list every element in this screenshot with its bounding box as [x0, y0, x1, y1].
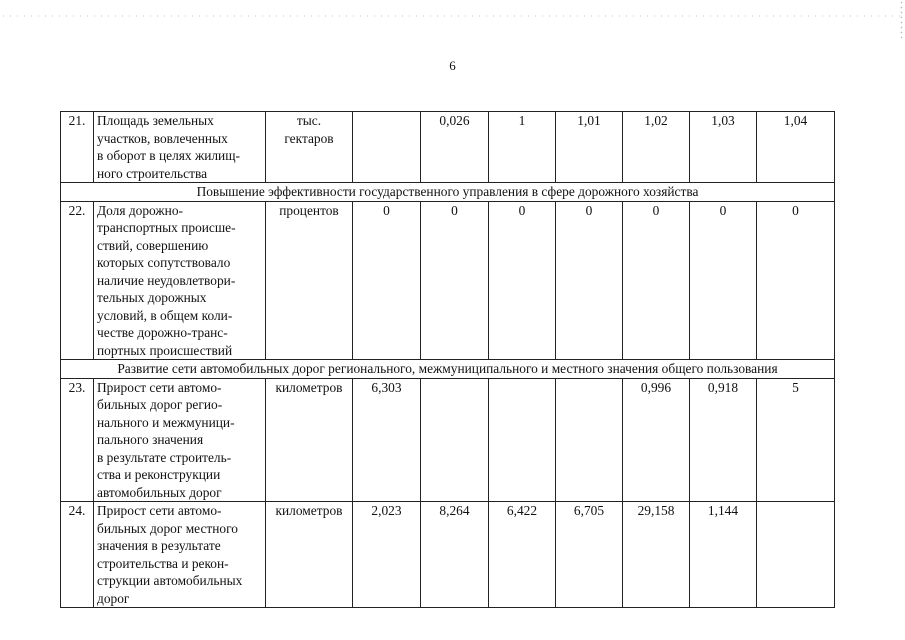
indicator-name	[94, 112, 266, 183]
indicator-name-line: условий, в общем коли-	[97, 307, 233, 323]
scan-noise-top	[0, 14, 905, 18]
indicator-name-line: бильных дорог регио-	[97, 397, 223, 412]
indicator-name-line: транспортных происше-	[97, 220, 236, 235]
indicator-name	[94, 201, 266, 360]
value-cell: 0,996	[623, 378, 690, 502]
indicator-name-line: ства и реконструкции	[97, 467, 221, 482]
unit-line: километров	[275, 503, 343, 518]
value-cell: 5	[757, 378, 835, 502]
unit-line: гектаров	[284, 130, 334, 146]
indicator-name-line: бильных дорог местного	[97, 520, 238, 536]
table-row	[61, 112, 835, 183]
value-cell: 0	[690, 201, 757, 360]
section-title: Развитие сети автомобильных дорог регионального, межмуниципального и местного значения общего пользования	[61, 360, 835, 379]
value-cell: 0,918	[690, 378, 757, 502]
indicator-name-line: ствий, совершению	[97, 237, 209, 253]
unit-of-measure	[266, 112, 353, 183]
section-header-row	[61, 183, 835, 202]
page-number: 6	[449, 58, 456, 73]
value-cell: 29,158	[623, 502, 690, 608]
value-cell: 0,026	[421, 112, 489, 183]
value-cell: 1,01	[556, 112, 623, 183]
value-cell: 1,04	[757, 112, 835, 183]
row-number: 24.	[61, 502, 94, 608]
value-cell: 1	[489, 112, 556, 183]
unit-line: километров	[275, 379, 343, 395]
indicator-name-line: Прирост сети автомо-	[97, 379, 222, 395]
indicator-name-line: которых сопутствовало	[97, 255, 231, 270]
indicators-table	[60, 111, 835, 608]
indicator-name-line: в оборот в целях жилищ-	[97, 148, 240, 163]
scan-noise-edge	[900, 0, 903, 40]
value-cell: 0	[421, 201, 489, 360]
indicator-name-line: Площадь земельных	[97, 113, 214, 128]
indicator-name-line: значения в результате	[97, 538, 221, 553]
unit-of-measure	[266, 378, 353, 502]
value-cell: 6,303	[353, 378, 421, 502]
value-cell	[757, 502, 835, 608]
indicator-name-line: струкции автомобильных	[97, 573, 243, 588]
indicator-name	[94, 378, 266, 502]
value-cell: 1,144	[690, 502, 757, 608]
value-cell: 8,264	[421, 502, 489, 608]
table-row	[61, 201, 835, 360]
indicator-name-line: наличие неудовлетвори-	[97, 272, 236, 288]
value-cell: 1,02	[623, 112, 690, 183]
indicator-name-line: нального и межмуници-	[97, 414, 235, 430]
value-cell: 6,705	[556, 502, 623, 608]
value-cell	[556, 378, 623, 502]
row-number: 21.	[61, 112, 94, 183]
indicator-name-line: ного строительства	[97, 165, 208, 181]
section-header-row	[61, 360, 835, 379]
unit-of-measure	[266, 201, 353, 360]
value-cell: 0	[757, 201, 835, 360]
value-cell: 0	[556, 201, 623, 360]
table-row	[61, 502, 835, 608]
value-cell: 0	[623, 201, 690, 360]
row-number: 23.	[61, 378, 94, 502]
value-cell: 1,03	[690, 112, 757, 183]
indicator-name-line: пального значения	[97, 432, 204, 447]
indicator-name-line: строительства и рекон-	[97, 555, 229, 571]
unit-of-measure	[266, 502, 353, 608]
table-body	[61, 112, 835, 608]
indicator-name-line: портных происшествий	[97, 342, 233, 358]
indicator-name	[94, 502, 266, 608]
value-cell: 2,023	[353, 502, 421, 608]
indicator-name-line: Доля дорожно-	[97, 202, 183, 218]
value-cell: 0	[353, 201, 421, 360]
value-cell	[353, 112, 421, 183]
section-title: Повышение эффективности государственного управления в сфере дорожного хозяйства	[61, 183, 835, 202]
value-cell: 0	[489, 201, 556, 360]
unit-line: тыс.	[296, 113, 322, 128]
indicator-name-line: в результате строитель-	[97, 449, 232, 465]
value-cell: 6,422	[489, 502, 556, 608]
indicator-name-line: честве дорожно-транс-	[97, 325, 228, 340]
value-cell	[489, 378, 556, 502]
indicator-name-line: тельных дорожных	[97, 290, 207, 305]
indicator-name-line: автомобильных дорог	[97, 484, 222, 500]
row-number: 22.	[61, 201, 94, 360]
value-cell	[421, 378, 489, 502]
table-row	[61, 378, 835, 502]
unit-line: процентов	[279, 202, 339, 218]
indicator-name-line: дорог	[97, 590, 130, 606]
indicator-name-line: участков, вовлеченных	[97, 130, 228, 146]
indicator-name-line: Прирост сети автомо-	[97, 503, 222, 518]
